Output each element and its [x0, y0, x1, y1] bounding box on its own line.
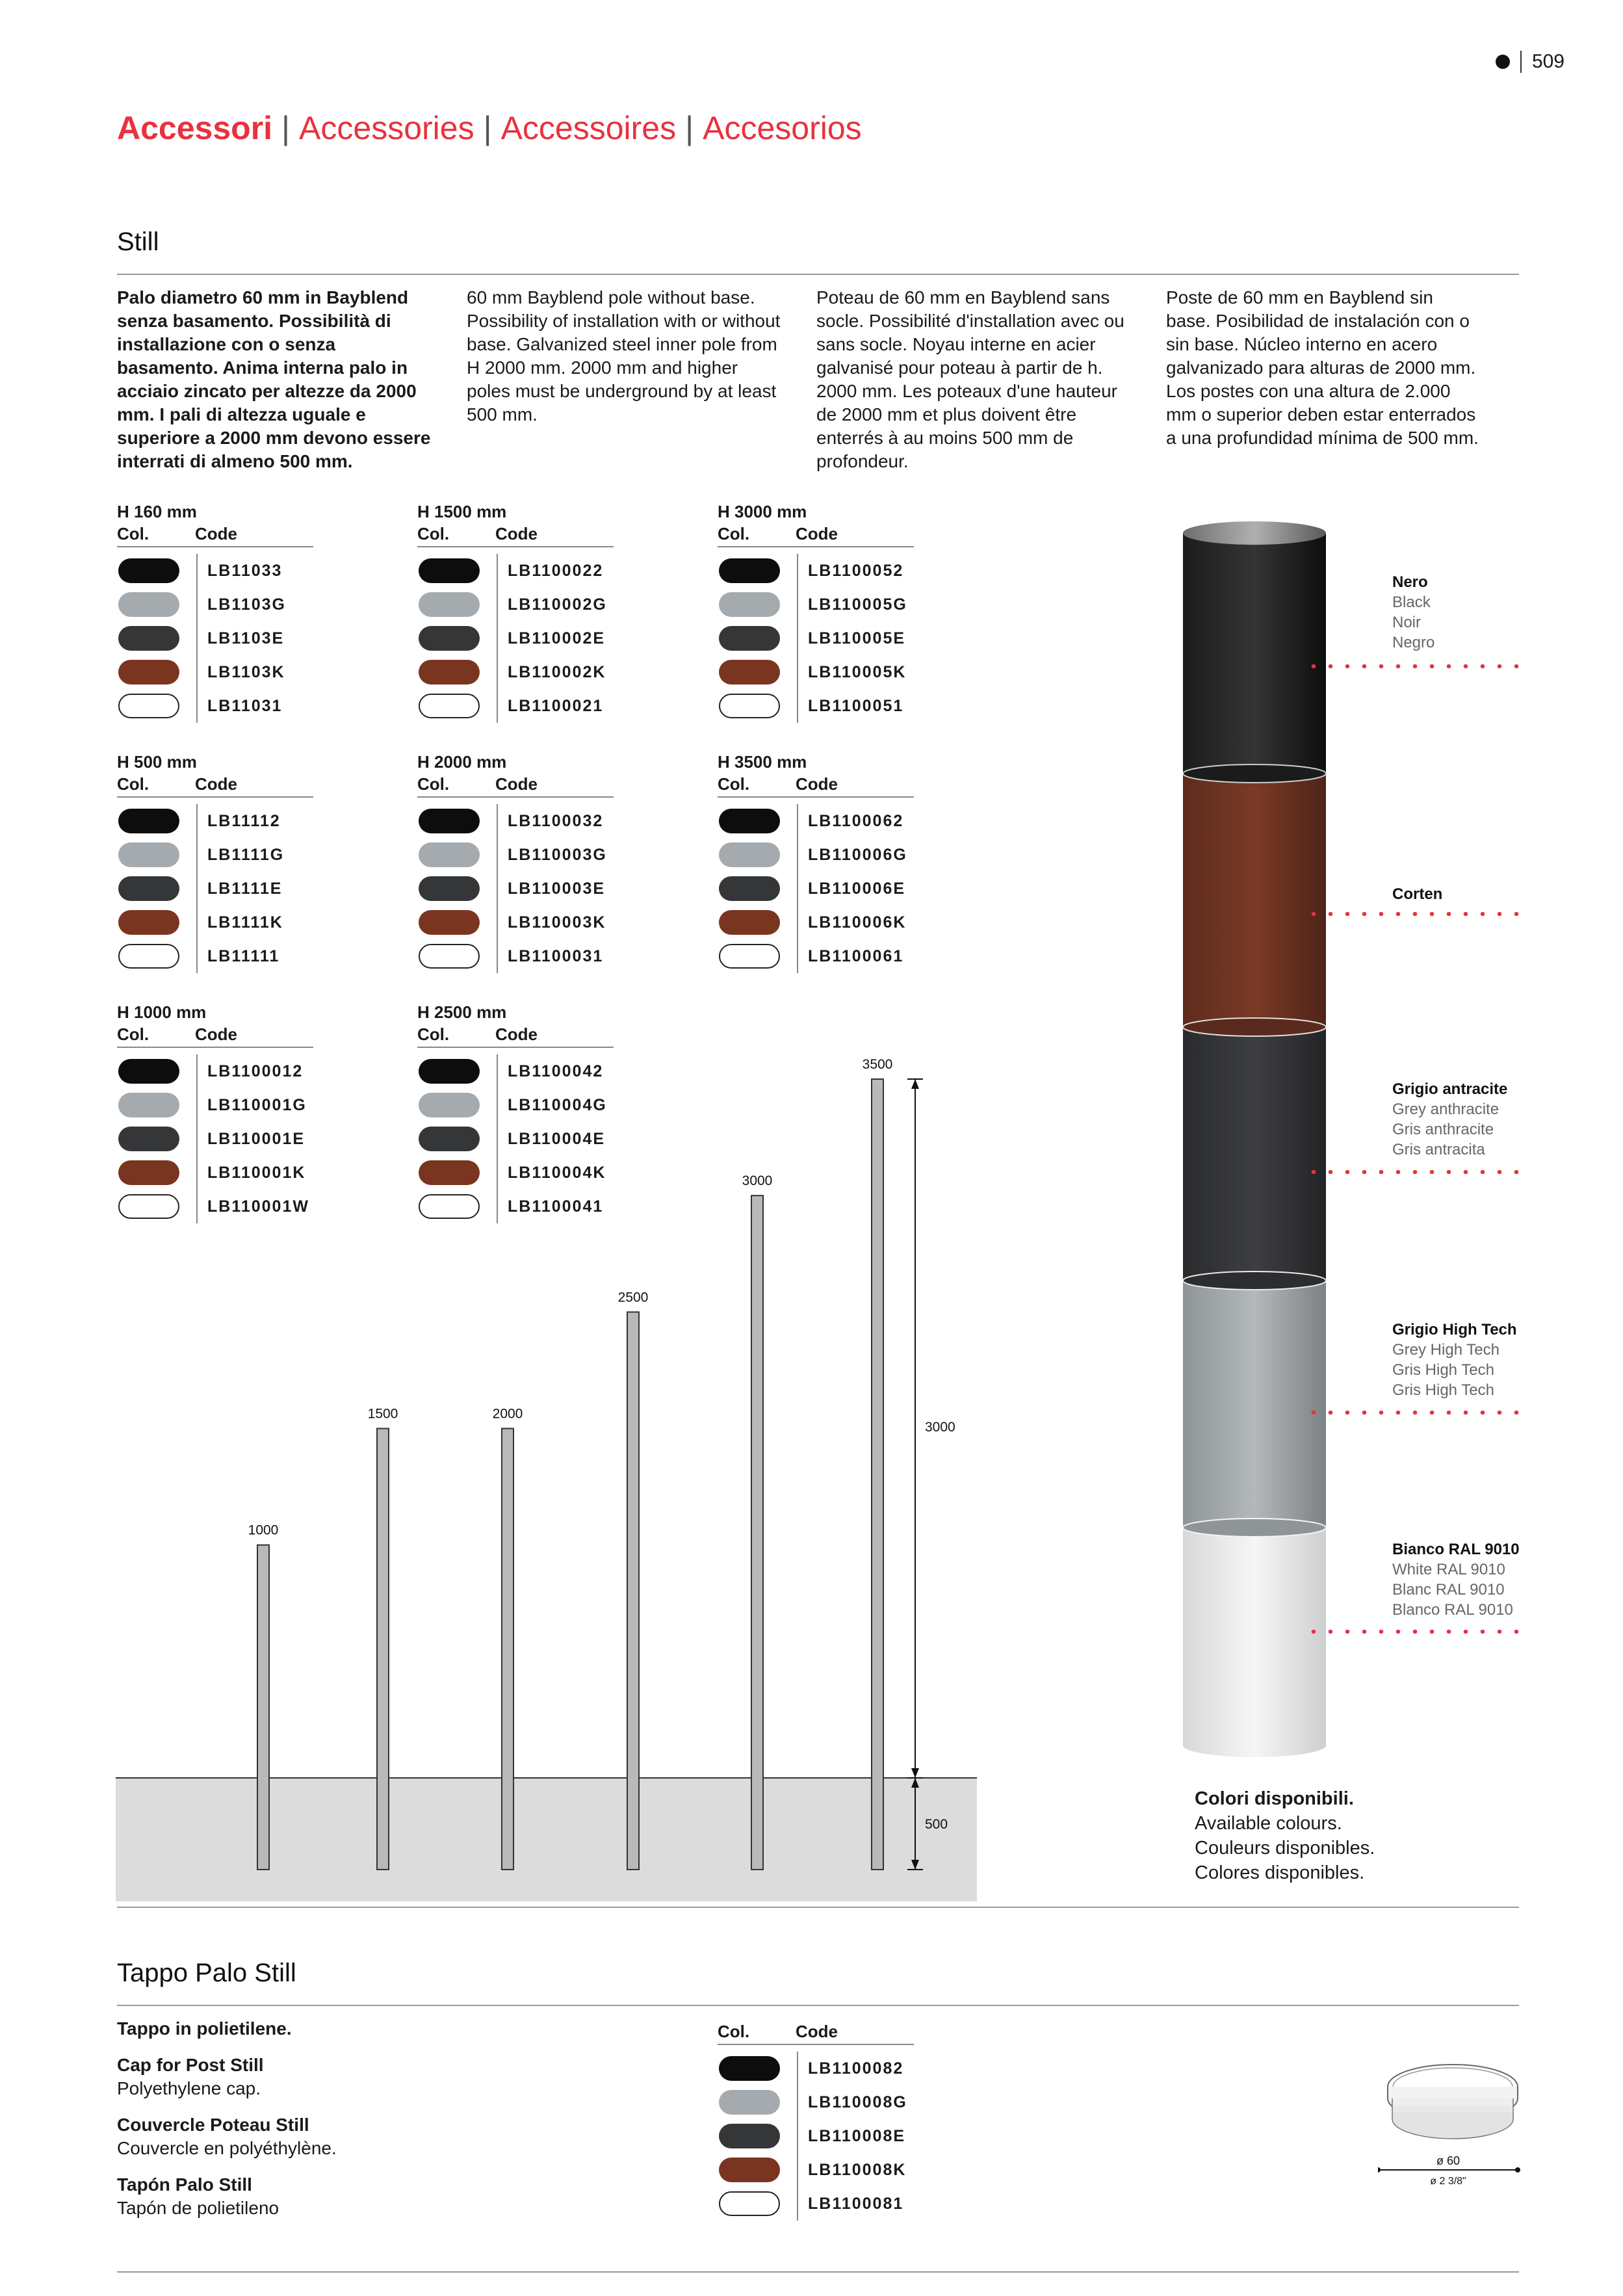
table-title: H 3000 mm	[718, 502, 807, 521]
table-row	[417, 872, 614, 906]
table-title: H 2000 mm	[417, 752, 507, 772]
pole-height-label: 2500	[617, 1290, 649, 1305]
colour-swatch	[719, 910, 780, 935]
colour-alt-name: Blanco RAL 9010	[1392, 1601, 1513, 1619]
page-number	[1496, 51, 1565, 73]
colour-swatch	[419, 592, 480, 617]
product-code: LB110003K	[508, 913, 606, 932]
cap-heading: Tappo Palo Still	[117, 1959, 296, 1987]
table-header	[718, 774, 914, 798]
table-row	[417, 621, 614, 655]
available-fr: Couleurs disponibles.	[1195, 1838, 1375, 1859]
product-code: LB110008E	[808, 2126, 906, 2145]
colour-alt-name: Grey High Tech	[1392, 1341, 1500, 1359]
product-code: LB1103K	[207, 662, 285, 681]
still-desc-it: Palo diametro 60 mm in Bayblend senza basamento. Possibilità di installazione con o senza basamento. Anima interna palo in acciaio zincato per altezze da 2000 mm. I pali di altezza uguale e superiore a 2000 mm devono essere interrati di almeno 500 mm.	[117, 287, 431, 471]
colour-name: Grigio antracite	[1392, 1080, 1508, 1098]
product-code: LB11111	[207, 946, 280, 965]
table-header	[117, 524, 313, 547]
pole-height-label: 1500	[367, 1406, 398, 1422]
colour-alt-name: Gris High Tech	[1392, 1381, 1494, 1399]
product-code: LB110008K	[808, 2160, 907, 2179]
product-code: LB1100052	[808, 561, 904, 580]
table-row	[117, 655, 313, 689]
pole-top	[1183, 521, 1326, 545]
colour-label	[1392, 572, 1435, 653]
product-code: LB110003E	[508, 879, 606, 898]
table-title: H 2500 mm	[417, 1002, 507, 1022]
colour-label	[1392, 1539, 1520, 1620]
pole-segment-corten	[1183, 774, 1326, 1027]
table-row	[718, 2119, 914, 2153]
table-row	[417, 838, 614, 872]
colour-swatch	[719, 2090, 780, 2115]
code-table	[417, 752, 614, 973]
product-code: LB1100031	[508, 946, 604, 965]
colour-swatch	[419, 558, 480, 583]
table-row	[417, 939, 614, 973]
table-rows	[718, 554, 914, 723]
colour-label	[1392, 1079, 1507, 1160]
colour-label	[1392, 884, 1442, 904]
colour-swatch	[118, 910, 179, 935]
still-desc-en: 60 mm Bayblend pole without base. Possibility of installation with or without base. Galvanized steel inner pole from H 2000 mm. 2000 mm and higher poles must be underground by at least 500 mm.	[467, 287, 781, 424]
colour-name: Bianco RAL 9010	[1392, 1541, 1520, 1558]
product-code: LB110008G	[808, 2093, 907, 2111]
colour-alt-name: Negro	[1392, 634, 1435, 651]
table-row	[718, 2085, 914, 2119]
colour-swatch	[719, 2056, 780, 2081]
product-code: LB1111E	[207, 879, 283, 898]
product-code: LB110005K	[808, 662, 907, 681]
leader-dots	[1305, 1411, 1525, 1415]
colour-swatch	[719, 2191, 780, 2216]
code-header: Code	[495, 774, 538, 794]
code-header: Code	[195, 524, 237, 543]
cap-rule	[117, 2005, 1519, 2006]
pole-segment-anthracite	[1183, 1027, 1326, 1281]
pole-height-label: 2000	[492, 1406, 523, 1422]
table-row	[117, 554, 313, 588]
colour-swatch	[719, 660, 780, 685]
product-code: LB1100032	[508, 811, 604, 830]
colour-swatch	[419, 660, 480, 685]
colour-pole-image	[1183, 520, 1339, 1765]
title-fr: Accessoires	[500, 110, 677, 146]
table-row	[718, 2153, 914, 2187]
code-table	[417, 502, 614, 723]
dim-above-label: 3000	[925, 1420, 955, 1435]
dim-below-label: 500	[925, 1817, 948, 1832]
product-code: LB110001W	[207, 1197, 309, 1216]
code-table	[718, 502, 914, 723]
table-row	[718, 689, 914, 723]
table-header	[718, 524, 914, 547]
table-row	[117, 906, 313, 939]
colour-swatch	[719, 842, 780, 867]
table-row	[117, 689, 313, 723]
table-row	[417, 689, 614, 723]
product-code: LB1103G	[207, 595, 287, 614]
table-row	[117, 872, 313, 906]
col-header: Col.	[417, 1024, 450, 1044]
product-code: LB110002K	[508, 662, 606, 681]
table-row	[417, 906, 614, 939]
table-row	[117, 588, 313, 621]
table-title: H 160 mm	[117, 502, 197, 521]
table-row	[718, 554, 914, 588]
table-row	[718, 655, 914, 689]
product-code: LB110002G	[508, 595, 607, 614]
colour-swatch	[719, 694, 780, 718]
table-row	[718, 838, 914, 872]
colour-swatch	[118, 842, 179, 867]
table-header	[417, 1024, 614, 1048]
code-header: Code	[195, 774, 237, 794]
col-header: Col.	[718, 2022, 750, 2041]
colour-swatch	[419, 809, 480, 833]
pole-bar	[502, 1429, 513, 1870]
still-rule	[117, 274, 1519, 275]
col-header: Col.	[117, 524, 149, 543]
colour-swatch	[719, 626, 780, 651]
product-code: LB110001G	[207, 1095, 307, 1114]
leader-dots	[1305, 1170, 1525, 1174]
colour-swatch	[419, 944, 480, 969]
product-code: LB1100012	[207, 1062, 304, 1080]
product-code: LB1100081	[808, 2194, 904, 2213]
col-header: Col.	[117, 1024, 149, 1044]
product-code: LB110005G	[808, 595, 907, 614]
pole-bar	[257, 1545, 269, 1870]
leader-dots	[1305, 912, 1525, 916]
colour-swatch	[419, 694, 480, 718]
pole-bar	[627, 1312, 639, 1870]
product-code: LB110001K	[207, 1163, 306, 1182]
table-row	[718, 872, 914, 906]
product-code: LB1100082	[808, 2059, 904, 2078]
leader-dots	[1305, 1630, 1525, 1634]
table-title: H 3500 mm	[718, 752, 807, 772]
code-header: Code	[195, 1024, 237, 1044]
cap-dim-mm: ø 60	[1436, 2154, 1461, 2167]
code-header: Code	[796, 774, 838, 794]
table-rows	[417, 804, 614, 973]
table-row	[417, 655, 614, 689]
product-code: LB11033	[207, 561, 283, 580]
title-es: Accesorios	[703, 110, 862, 146]
table-row	[417, 554, 614, 588]
table-row	[417, 588, 614, 621]
table-row	[117, 621, 313, 655]
arrow-mid-up-icon	[911, 1768, 919, 1778]
code-header: Code	[495, 1024, 538, 1044]
table-header	[718, 2022, 914, 2045]
col-header: Col.	[117, 774, 149, 794]
table-header	[117, 774, 313, 798]
pole-height-label: 1000	[248, 1522, 279, 1538]
col-header: Col.	[718, 524, 750, 543]
product-code: LB1100042	[508, 1062, 604, 1080]
col-header: Col.	[417, 774, 450, 794]
table-header	[117, 1024, 313, 1048]
cap-drawing	[1378, 2054, 1534, 2197]
colour-swatch	[719, 2124, 780, 2148]
pole-height-label: 3000	[742, 1173, 773, 1189]
available-colours	[1195, 1786, 1375, 1885]
product-code: LB110001E	[207, 1129, 305, 1148]
title-it: Accessori	[117, 110, 273, 146]
col-header: Col.	[417, 524, 450, 543]
table-row	[718, 2052, 914, 2085]
table-rows	[117, 804, 313, 973]
still-desc-es: Poste de 60 mm en Bayblend sin base. Posibilidad de instalación con o sin base. Núcleo interno en acero galvanizado para alturas de 2000 mm. Los postes con una altura de 2.000 mm o superior deben estar enterrados a una profundidad mínima de 500 mm.	[1166, 287, 1479, 448]
bottom-rule	[117, 2271, 1519, 2273]
leader-dots	[1305, 664, 1525, 668]
arrow-top-icon	[911, 1079, 919, 1089]
code-header: Code	[796, 524, 838, 543]
colour-alt-name: Gris High Tech	[1392, 1361, 1494, 1379]
product-code: LB1100051	[808, 696, 904, 715]
colour-swatch	[118, 944, 179, 969]
product-code: LB11031	[207, 696, 283, 715]
cap-dim-inch: ø 2 3/8"	[1430, 2176, 1466, 2187]
colour-swatch	[118, 694, 179, 718]
table-rows	[718, 2052, 914, 2221]
colour-alt-name: Grey anthracite	[1392, 1101, 1500, 1118]
still-heading: Still	[117, 228, 159, 256]
colour-swatch	[118, 626, 179, 651]
page-divider	[1520, 51, 1522, 73]
colour-swatch	[719, 592, 780, 617]
table-row	[718, 906, 914, 939]
table-row	[117, 939, 313, 973]
still-desc-fr: Poteau de 60 mm en Bayblend sans socle. Possibilité d'installation avec ou sans socle. Noyau interne en acier galvanisé pour poteau à partir de h. 2000 mm. Les poteaux d'une hauteur de 2000 mm et plus doivent être enterrés à au moins 500 mm de profondeur.	[816, 287, 1124, 471]
available-it: Colori disponibili.	[1195, 1788, 1354, 1809]
colour-label	[1392, 1320, 1517, 1400]
table-title: H 1500 mm	[417, 502, 507, 521]
product-code: LB1100062	[808, 811, 904, 830]
colour-swatch	[419, 910, 480, 935]
code-header: Code	[495, 524, 538, 543]
table-title: H 1000 mm	[117, 1002, 207, 1022]
product-code: LB110003G	[508, 845, 607, 864]
product-code: LB110005E	[808, 629, 906, 647]
colour-swatch	[118, 809, 179, 833]
colour-swatch	[419, 842, 480, 867]
section-rule	[117, 1907, 1519, 1908]
page-title: Accessori | Accessories | Accessoires | Accesorios	[117, 110, 862, 146]
colour-swatch	[719, 809, 780, 833]
ground-area	[116, 1778, 977, 1901]
code-table	[718, 2022, 914, 2221]
table-row	[117, 838, 313, 872]
pole-bar	[751, 1195, 763, 1870]
product-code: LB110004K	[508, 1163, 606, 1182]
product-code: LB1103E	[207, 629, 285, 647]
colour-swatch	[118, 558, 179, 583]
product-code: LB1100021	[508, 696, 604, 715]
product-code: LB110004G	[508, 1095, 607, 1114]
colour-alt-name: Gris anthracite	[1392, 1121, 1494, 1138]
colour-alt-name: Noir	[1392, 614, 1422, 631]
product-code: LB1100022	[508, 561, 604, 580]
colour-swatch	[719, 876, 780, 901]
product-code: LB110006E	[808, 879, 906, 898]
table-row	[718, 2187, 914, 2221]
pole-segment-black	[1183, 533, 1326, 774]
pole-height-diagram	[116, 1050, 980, 1905]
table-row	[718, 588, 914, 621]
title-en: Accessories	[299, 110, 474, 146]
colour-name: Nero	[1392, 573, 1428, 591]
table-rows	[718, 804, 914, 973]
cap-description: Tappo in polietilene. Cap for Post Still Polyethylene cap. Couvercle Poteau Still Couvercle en polyéthylène. Tapón Palo Still Tapón de polietileno	[117, 2018, 337, 2218]
colour-swatch	[419, 626, 480, 651]
table-row	[117, 804, 313, 838]
code-table	[718, 752, 914, 973]
product-code: LB1100061	[808, 946, 904, 965]
table-row	[718, 804, 914, 838]
product-code: LB110006K	[808, 913, 907, 932]
colour-swatch	[118, 876, 179, 901]
product-code: LB11112	[207, 811, 281, 830]
code-table	[117, 752, 313, 973]
table-row	[718, 621, 914, 655]
colour-alt-name: Gris antracita	[1392, 1141, 1485, 1158]
available-en: Available colours.	[1195, 1813, 1342, 1834]
pole-bar	[377, 1429, 389, 1870]
product-code: LB1111G	[207, 845, 285, 864]
colour-swatch	[719, 944, 780, 969]
colour-name: Corten	[1392, 885, 1443, 903]
colour-swatch	[719, 2158, 780, 2182]
table-header	[417, 524, 614, 547]
page-dot-icon	[1496, 55, 1510, 69]
code-header: Code	[796, 2022, 838, 2041]
pole-segment-grey	[1183, 1281, 1326, 1528]
colour-swatch	[118, 660, 179, 685]
colour-swatch	[419, 876, 480, 901]
table-title: H 500 mm	[117, 752, 197, 772]
colour-alt-name: Blanc RAL 9010	[1392, 1581, 1505, 1598]
available-es: Colores disponibles.	[1195, 1862, 1365, 1883]
colour-name: Grigio High Tech	[1392, 1321, 1517, 1338]
product-code: LB110004E	[508, 1129, 606, 1148]
pole-height-label: 3500	[862, 1057, 893, 1072]
colour-alt-name: White RAL 9010	[1392, 1561, 1505, 1578]
table-header	[417, 774, 614, 798]
pole-bar	[872, 1079, 883, 1870]
table-rows	[117, 554, 313, 723]
table-rows	[417, 554, 614, 723]
page-number-text: 509	[1531, 51, 1565, 72]
table-row	[417, 804, 614, 838]
pole-segment-white	[1183, 1528, 1326, 1745]
product-code: LB110006G	[808, 845, 907, 864]
product-code: LB110002E	[508, 629, 606, 647]
colour-swatch	[118, 592, 179, 617]
col-header: Col.	[718, 774, 750, 794]
product-code: LB1100041	[508, 1197, 604, 1216]
table-row	[718, 939, 914, 973]
product-code: LB1111K	[207, 913, 283, 932]
colour-swatch	[719, 558, 780, 583]
colour-alt-name: Black	[1392, 594, 1431, 611]
code-table	[117, 502, 313, 723]
